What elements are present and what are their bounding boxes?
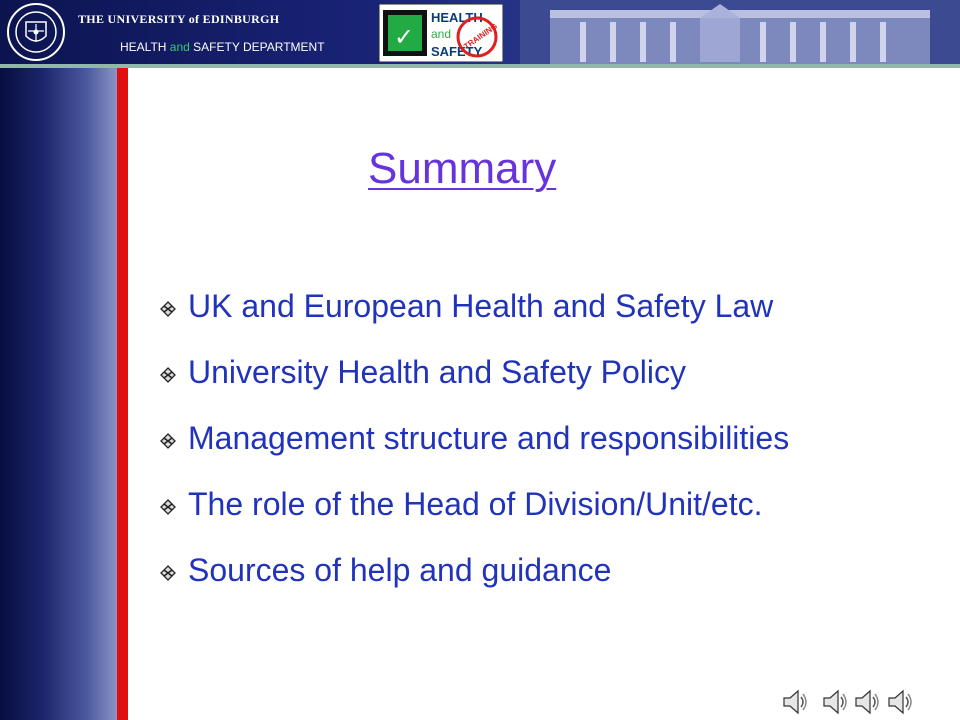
speaker-icon[interactable] <box>780 686 812 718</box>
speaker-icon[interactable] <box>885 686 917 718</box>
bullet-text: Management structure and responsibilities <box>188 420 790 456</box>
building-photo <box>520 0 960 68</box>
bullet-text: The role of the Head of Division/Unit/etc. <box>188 486 763 522</box>
speaker-icon[interactable] <box>852 686 884 718</box>
diamond-bullet-icon <box>160 499 176 515</box>
header-stripe <box>0 64 960 68</box>
bullet-text: Sources of help and guidance <box>188 552 612 588</box>
diamond-bullet-icon <box>160 433 176 449</box>
dept-and: and <box>169 40 190 54</box>
header-banner <box>0 0 960 68</box>
university-name: THE UNIVERSITY of EDINBURGH <box>78 12 280 26</box>
diamond-bullet-icon <box>160 565 176 581</box>
red-accent-bar <box>117 68 128 720</box>
dept-suffix: SAFETY DEPARTMENT <box>193 40 325 54</box>
slide-title: Summary <box>368 144 557 193</box>
dept-prefix: HEALTH <box>120 40 167 54</box>
left-gradient-panel <box>0 68 117 720</box>
logo-and: and <box>431 27 452 41</box>
bullet-text: UK and European Health and Safety Law <box>188 288 774 324</box>
university-crest-icon <box>6 2 66 62</box>
health-safety-training-logo <box>379 4 503 62</box>
department-name <box>120 40 325 54</box>
speaker-icon[interactable] <box>820 686 852 718</box>
logo-check-icon: ✓ <box>394 23 415 51</box>
logo-safety: SAFETY <box>431 44 483 59</box>
diamond-bullet-icon <box>160 301 176 317</box>
logo-training: TRAINING <box>462 21 500 52</box>
bullet-text: University Health and Safety Policy <box>188 354 686 390</box>
diamond-bullet-icon <box>160 367 176 383</box>
logo-health: HEALTH <box>431 10 483 25</box>
